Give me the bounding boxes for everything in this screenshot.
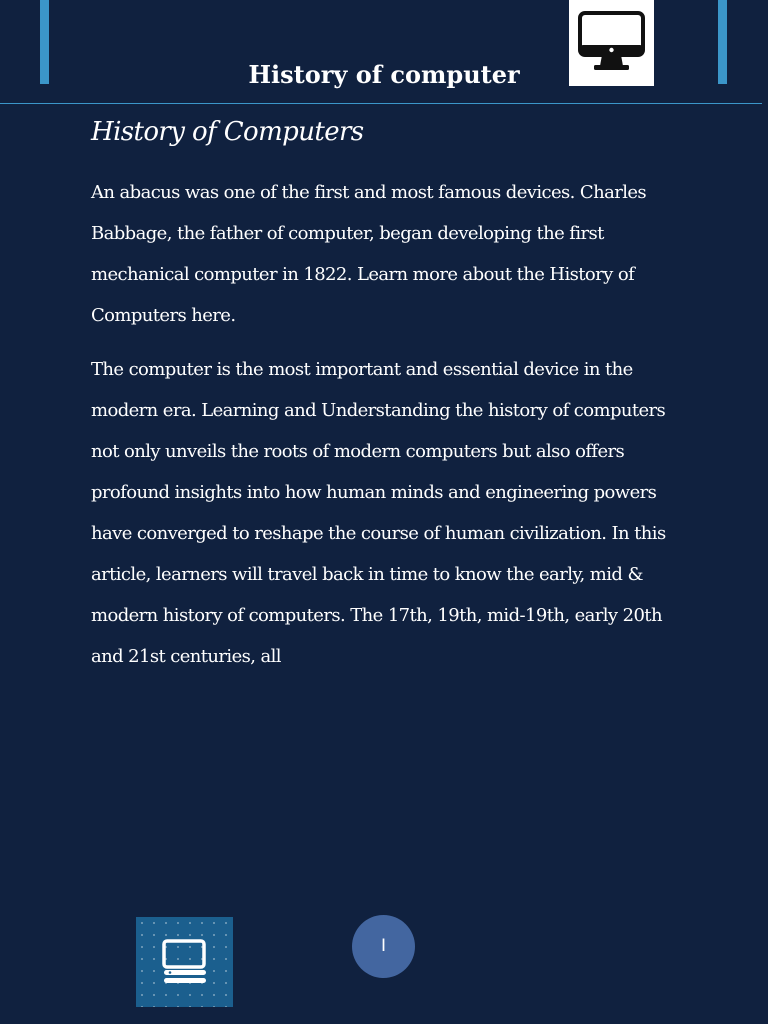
left-accent-bar (40, 0, 49, 84)
desktop-monitor-icon (576, 10, 647, 74)
header-icon-box (569, 0, 654, 86)
article (91, 108, 691, 690)
right-accent-bar (718, 0, 727, 84)
article-paragraph: An abacus was one of the first and most famous devices. Charles Babbage, the father of computer, began developing the first mechanical computer in 1822. Learn more about the History of Computers here. (91, 182, 647, 326)
article-title: History of Computers (91, 117, 364, 147)
header-divider (0, 103, 762, 104)
footer-logo (136, 917, 233, 1007)
computer-logo-icon (160, 939, 210, 985)
page-number-badge[interactable]: I (352, 915, 415, 978)
article-paragraph: The computer is the most important and essential device in the modern era. Learning and Understanding the history of computers not only unveils the roots of modern computers but also offers profound insights into how human minds and engineering powers have converged to reshape the course of human civilization. In this article, learners will travel back in time to know the early, mid & modern history of computers. The 17th, 19th, mid-19th, early 20th and 21st centuries, all (91, 359, 666, 667)
header-title: History of computer (248, 60, 520, 89)
